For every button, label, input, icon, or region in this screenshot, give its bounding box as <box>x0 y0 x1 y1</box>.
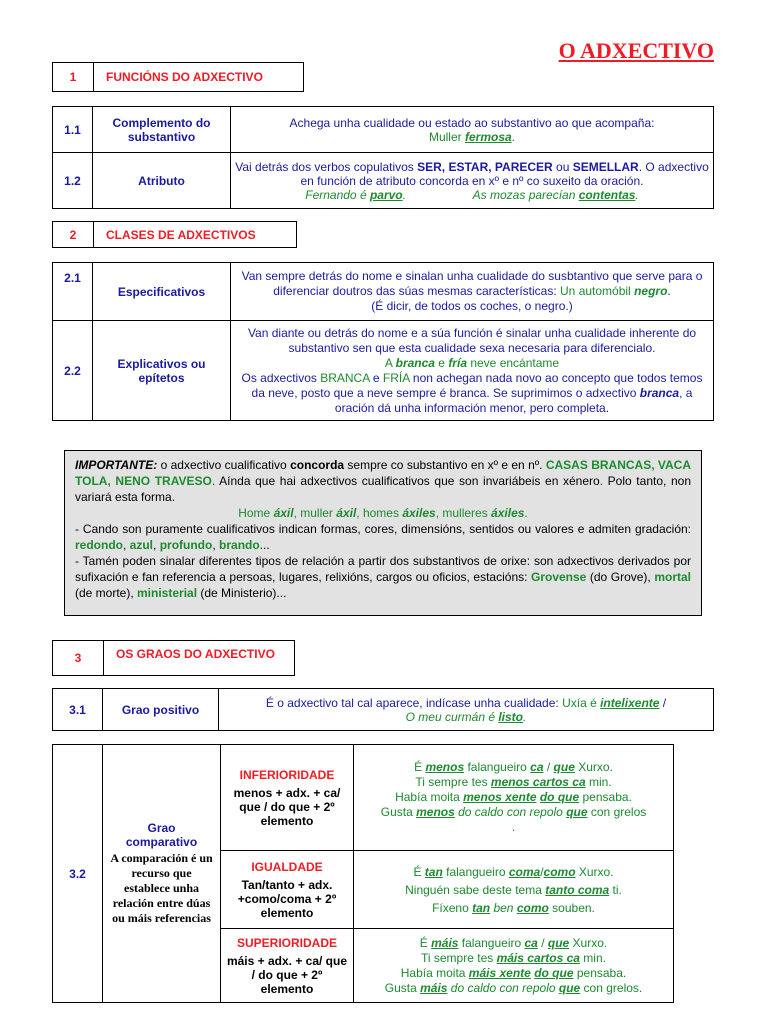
comparative-description: A comparación é un recurso que establece unha relación entre dúas ou máis referencias <box>110 851 213 925</box>
important-note <box>64 450 702 616</box>
degree-rule: menos + adx. + ca/ que / do que + 2º elemento <box>233 785 341 828</box>
note-example: azul <box>129 538 154 552</box>
example-line <box>358 775 669 790</box>
example-line: . <box>511 820 516 834</box>
description-text: É o adxectivo tal cal aparece, indícase unha cualidade: <box>265 695 563 710</box>
example-text: Uxía é <box>562 695 601 710</box>
verb-list: SEMELLAR <box>572 159 639 174</box>
example-text: . <box>523 709 527 724</box>
row-name: Grao comparativo <box>125 821 198 849</box>
example-adjective: parvo <box>369 187 403 202</box>
page-title: O ADXECTIVO <box>558 38 714 63</box>
example-text: pensaba. <box>573 965 627 980</box>
note-keyword: áxiles <box>491 506 525 520</box>
note-example: , mulleres <box>435 506 492 520</box>
note-example: , homes <box>356 506 403 520</box>
section-number: 2 <box>53 222 94 247</box>
example-line <box>358 899 669 917</box>
note-lead: IMPORTANTE: <box>75 458 158 472</box>
section-header-2 <box>52 221 297 248</box>
example-text: É <box>413 864 425 879</box>
example-text: / <box>537 935 548 950</box>
example-text: Gusta <box>380 805 417 819</box>
positive-degree-table <box>52 688 714 731</box>
example-keyword: que <box>558 980 581 995</box>
note-keyword: áxil <box>336 506 357 520</box>
example-adjective: listo <box>498 709 524 724</box>
row-number: 3.2 <box>53 745 103 1003</box>
example-text: Xurxo. <box>574 760 613 774</box>
superiority-examples <box>354 929 674 1003</box>
example-text: / <box>543 760 554 774</box>
example-text: e <box>434 355 449 370</box>
example-text: con grelos <box>587 805 647 819</box>
degree-heading: SUPERIORIDADE <box>236 935 337 950</box>
inferiority-examples <box>354 745 674 851</box>
note-example: , muller <box>293 506 337 520</box>
section-number: 3 <box>53 641 104 675</box>
example-line <box>358 881 669 899</box>
example-adjective: fermosa <box>464 129 512 144</box>
example-text: Había moita <box>395 790 464 804</box>
example-adjective: branca <box>639 385 680 400</box>
row-name: Especificativos <box>93 263 231 321</box>
example-text: A <box>384 355 396 370</box>
description-text: non achegan nada novo ao concepto que todos temos da neve, posto que a neve sempre é branca. Se suprimimos o adxectivo <box>251 370 703 400</box>
description-text: e <box>369 370 383 385</box>
section-label: FUNCIÓNS DO ADXECTIVO <box>106 70 263 84</box>
example-text: do caldo con repolo <box>447 980 559 995</box>
example-text: É <box>414 760 426 774</box>
row-description <box>231 321 714 421</box>
example-text: Xurxo. <box>575 864 614 879</box>
note-text: ... <box>259 538 270 552</box>
row-description <box>231 153 714 209</box>
example-adjective: BRANCA <box>320 370 370 385</box>
note-keyword: áxil <box>273 506 294 520</box>
section-label: CLASES DE ADXECTIVOS <box>106 227 256 242</box>
example-keyword: que <box>566 805 588 819</box>
note-text: . Aínda que hai adxectivos cualificativos que son invariábeis en xénero. Polo tanto, non variará esta forma. <box>75 474 691 504</box>
example-keyword: que <box>553 760 575 774</box>
degree-cell-equality <box>221 851 354 929</box>
example-line <box>358 966 669 981</box>
note-example: redondo <box>75 538 123 552</box>
verb-list: SER, ESTAR, PARECER <box>417 159 553 174</box>
example-keyword: do que <box>534 965 574 980</box>
note-text: , <box>123 538 130 552</box>
example-text: Muller <box>428 129 465 144</box>
note-example: profundo <box>159 538 213 552</box>
description-text: Os adxectivos <box>241 370 321 385</box>
example-text: Gusta <box>384 980 421 995</box>
note-text: sempre co substantivo en xº e en nº. <box>344 458 546 472</box>
row-number: 2.1 <box>53 263 93 321</box>
description-text: (É dicir, de todos os coches, o negro.) <box>371 299 573 313</box>
note-text: - Cando son puramente cualificativos indican formas, cores, dimensións, sentidos ou valores e admiten gradación: <box>75 522 691 536</box>
example-line <box>358 863 669 881</box>
note-text: , <box>212 538 220 552</box>
note-example: CASAS BRANCAS, VACA TOLA, NENO TRAVESO <box>75 458 692 488</box>
description-text: , a oración dá unha información menor, pero completa. <box>334 385 693 415</box>
example-keyword: menos <box>416 805 455 819</box>
classes-table <box>52 262 714 421</box>
example-text: do caldo con repolo <box>454 805 567 819</box>
example-adjective: branca <box>395 355 435 370</box>
note-text: (de morte), <box>75 586 138 600</box>
example-text: Un automóbil <box>560 284 635 298</box>
example-text: falangueiro <box>464 760 531 774</box>
example-keyword: como <box>543 864 576 879</box>
section-header-1 <box>52 62 304 92</box>
section-number: 1 <box>53 63 94 91</box>
example-text: . <box>402 187 406 202</box>
degree-cell-superiority <box>221 929 354 1003</box>
example-keyword: coma <box>508 864 541 879</box>
example-text: Ninguén sabe deste tema <box>405 882 546 897</box>
note-text: , <box>153 538 160 552</box>
example-keyword: ca <box>530 760 544 774</box>
example-text: / <box>540 864 544 879</box>
row-number: 2.2 <box>53 321 93 421</box>
example-text: min. <box>579 950 606 965</box>
example-text: Había moita <box>400 965 469 980</box>
comparative-degree-table <box>52 744 674 1003</box>
note-paragraph <box>75 553 691 601</box>
note-example: Home <box>238 506 274 520</box>
example-line <box>358 951 669 966</box>
example-text: Xurxo. <box>569 935 608 950</box>
example-adjective: intelixente <box>600 695 660 710</box>
table-row <box>53 107 714 153</box>
example-keyword: máis <box>431 935 459 950</box>
example-text: pensaba. <box>579 790 632 804</box>
example-keyword: máis cartos ca <box>496 950 580 965</box>
example-text: Fíxeno <box>432 900 473 915</box>
comparative-cell <box>103 745 221 1003</box>
example-keyword: menos xente <box>463 790 537 804</box>
note-keyword: concorda <box>290 458 345 472</box>
example-keyword: menos <box>425 760 465 774</box>
degree-heading: INFERIORIDADE <box>239 767 335 782</box>
row-name: Complemento do substantivo <box>93 107 231 153</box>
example-line <box>358 981 669 996</box>
example-text: neve encántame <box>467 355 560 370</box>
table-row <box>53 263 714 321</box>
example-text: ti. <box>609 882 622 897</box>
section-label: OS GRAOS DO ADXECTIVO <box>116 647 275 661</box>
note-paragraph <box>75 505 691 521</box>
row-name: Grao positivo <box>103 689 219 731</box>
example-adjective: contentas <box>578 187 636 202</box>
example-text: Fernando é <box>305 187 370 202</box>
row-description <box>231 263 714 321</box>
example-text: As mozas parecían <box>472 187 579 202</box>
note-text: - Tamén poden sinalar diferentes tipos de relación a partir dos substantivos de orixe: son adxectivos derivados por sufixación e fan referencia a persoas, lugares, relixións, cargos ou oficios, estacións: <box>75 554 691 584</box>
description-text: . O adxectivo en función de atributo concorda en xº e nº co suxeito da oración. <box>300 159 709 188</box>
example-adjective: fría <box>448 355 467 370</box>
example-text: souben. <box>548 900 595 915</box>
example-text: min. <box>585 775 612 789</box>
note-example: mortal <box>654 570 691 584</box>
degree-cell-inferiority <box>221 745 354 851</box>
row-description <box>231 107 714 153</box>
example-keyword: máis xente <box>468 965 531 980</box>
example-keyword: tan <box>424 864 443 879</box>
note-text: (do Grove), <box>586 570 655 584</box>
note-text: (de Ministerio)... <box>197 586 287 600</box>
table-row <box>53 689 714 731</box>
example-text: ben <box>490 900 517 915</box>
example-keyword: menos cartos ca <box>490 775 586 789</box>
section-header-3 <box>52 640 295 676</box>
example-keyword: como <box>516 900 549 915</box>
degree-rule: Tan/tanto + adx. +como/coma + 2º elemento <box>237 877 337 920</box>
example-text: falangueiro <box>442 864 509 879</box>
example-text: O meu curmán é <box>405 709 499 724</box>
example-adjective: negro <box>634 284 668 298</box>
row-number: 1.2 <box>53 153 93 209</box>
example-text: falangueiro <box>458 935 525 950</box>
equality-examples <box>354 851 674 929</box>
example-text: Ti sempre tes <box>415 775 491 789</box>
example-adjective: FRÍA <box>382 370 410 385</box>
example-text: Ti sempre tes <box>421 950 497 965</box>
functions-table <box>52 106 714 209</box>
example-text: . <box>511 129 516 144</box>
degree-rule: máis + adx. + ca/ que / do que + 2º elemento <box>226 953 348 996</box>
note-example: brando <box>219 538 260 552</box>
description-text: Achega unha cualidade ou estado ao substantivo ao que acompaña: <box>289 115 655 130</box>
row-description <box>219 689 714 731</box>
note-text: o adxectivo cualificativo <box>157 458 291 472</box>
row-name: Explicativos ou epítetos <box>93 321 231 421</box>
example-keyword: tan <box>472 900 491 915</box>
description-text: / <box>659 695 667 710</box>
note-example: ministerial <box>137 586 198 600</box>
description-text: Vai detrás dos verbos copulativos <box>235 159 418 174</box>
table-row <box>53 153 714 209</box>
example-line <box>358 805 669 820</box>
example-line <box>358 760 669 775</box>
note-paragraph <box>75 521 691 553</box>
example-keyword: tanto coma <box>545 882 610 897</box>
description-text: ou <box>552 159 573 174</box>
row-number: 3.1 <box>53 689 103 731</box>
example-line <box>358 936 669 951</box>
example-text: con grelos. <box>580 980 643 995</box>
description-text: Van sempre detrás do nome e sinalan unha cualidade do susbtantivo que serve para o diferenciar doutros das súas mesmas características: <box>241 269 703 298</box>
degree-heading: IGUALDADE <box>251 859 323 874</box>
example-keyword: máis <box>420 980 448 995</box>
example-text: . <box>635 187 639 202</box>
row-name: Atributo <box>93 153 231 209</box>
note-example: Grovense <box>530 570 587 584</box>
note-paragraph <box>75 457 691 505</box>
example-line <box>358 790 669 805</box>
description-text: . <box>667 284 671 298</box>
row-number: 1.1 <box>53 107 93 153</box>
note-example: . <box>524 506 528 520</box>
example-keyword: do que <box>539 790 580 804</box>
note-keyword: áxiles <box>402 506 436 520</box>
example-text: É <box>419 935 432 950</box>
example-keyword: que <box>547 935 570 950</box>
example-keyword: ca <box>524 935 538 950</box>
description-text: Van diante ou detrás do nome e a súa función é sinalar unha cualidade inherente do substantivo sen que esta cualidade sexa necesaria para diferencialo. <box>247 325 697 355</box>
table-row <box>53 745 674 851</box>
table-row <box>53 321 714 421</box>
